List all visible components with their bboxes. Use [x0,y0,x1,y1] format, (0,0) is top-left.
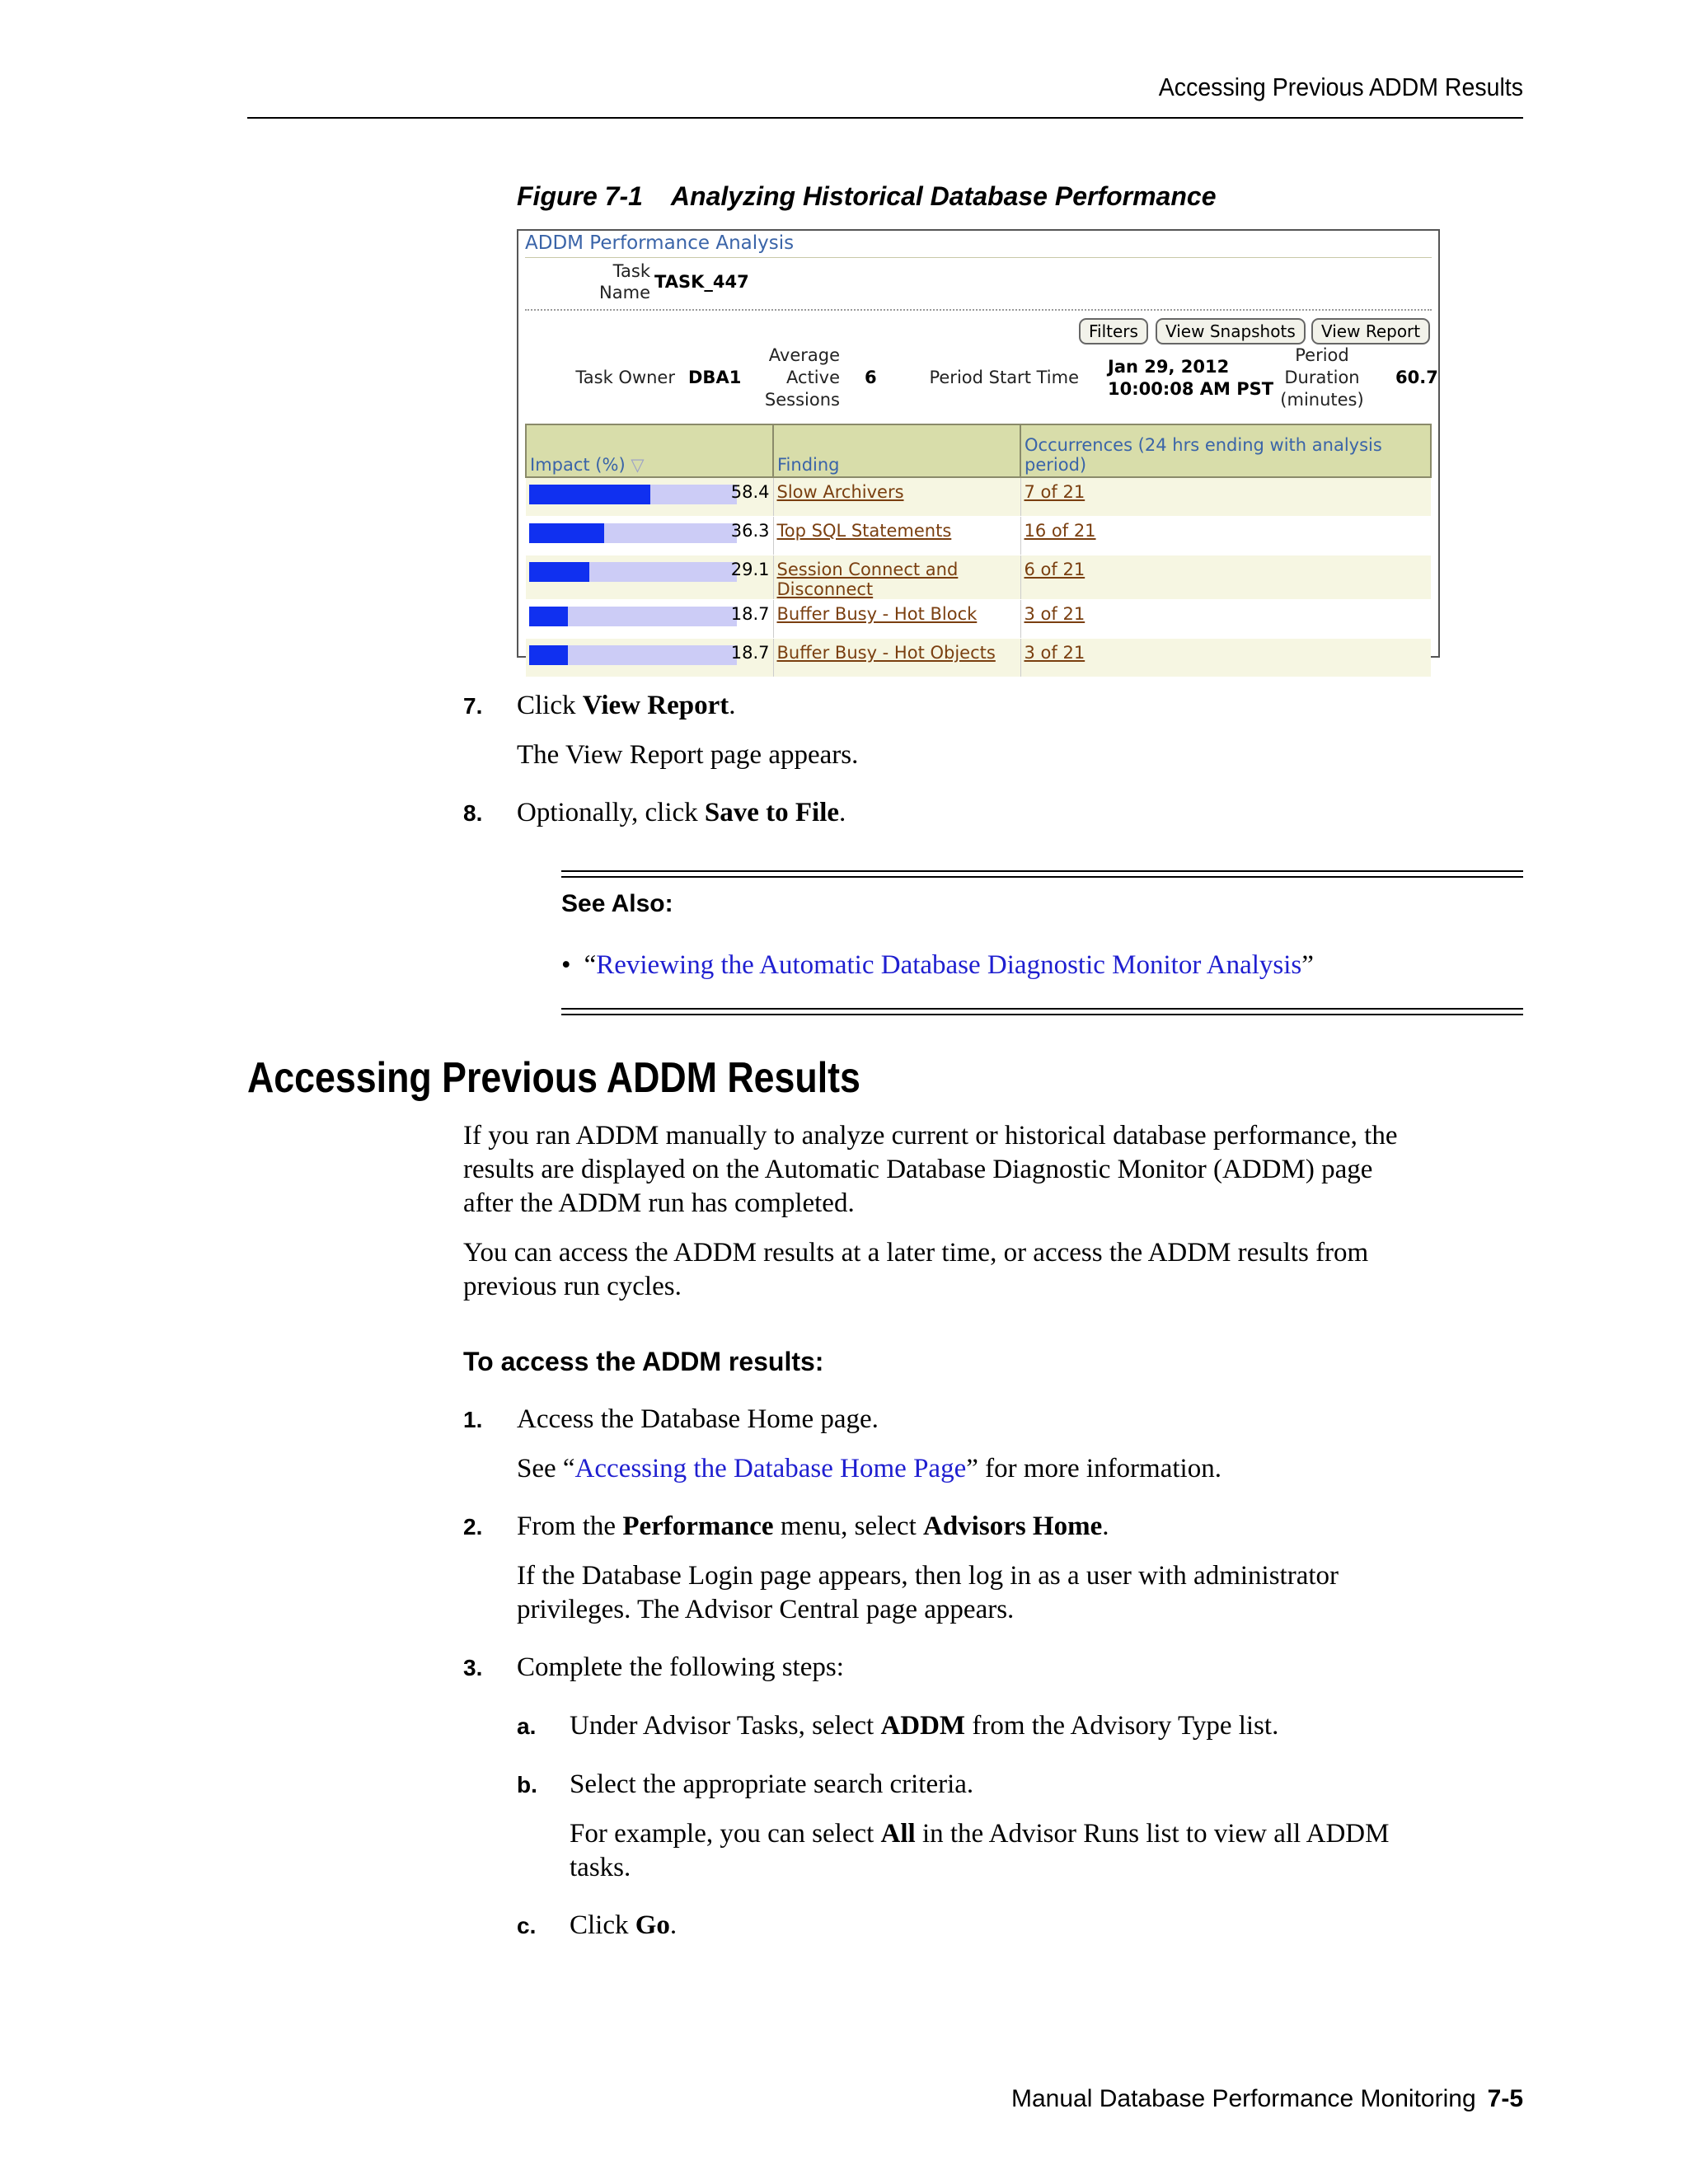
substep-b-letter: b. [517,1772,537,1797]
impact-cell [526,555,773,600]
substep-a-pre: Under Advisor Tasks, select [570,1711,881,1741]
avg-label-line3: Sessions [764,390,840,410]
step-3-number: 3. [463,1655,483,1680]
duration-label-line2: Duration [1284,368,1360,387]
panel-title: ADDM Performance Analysis [525,232,795,254]
occurrences-link[interactable]: 6 of 21 [1020,555,1431,600]
step-2-performance: Performance [622,1511,774,1541]
substep-b-example-post: in the Advisor Runs list to view all ADDM [915,1819,1390,1849]
running-header: Accessing Previous ADDM Results [1158,73,1523,101]
para2-line1: You can access the ADDM results at a later time, or access the ADDM results from [463,1238,1369,1268]
sort-descending-icon[interactable]: ▽ [631,455,645,475]
task-name-label [568,260,650,303]
impact-value: 18.7 [730,604,770,624]
occurrences-link[interactable]: 3 of 21 [1020,639,1431,677]
impact-bar-track [529,607,737,626]
step-8-pre: Optionally, click [517,798,705,827]
period-start-date: Jan 29, 2012 [1108,357,1230,377]
duration-label-line3: (minutes) [1280,390,1364,410]
step-1-see [517,1452,1221,1486]
substep-b-example-line2: tasks. [570,1853,631,1882]
impact-bar-fill [529,523,604,543]
substep-b-example-pre: For example, you can select [570,1819,881,1849]
impact-cell [526,517,773,555]
step-2-mid: menu, select [773,1511,923,1541]
table-row [526,639,1431,677]
findings-body [526,477,1431,677]
impact-bar-track [529,485,737,504]
step-1-see-post: ” for more information. [966,1454,1221,1483]
finding-link[interactable]: Buffer Busy - Hot Block [773,600,1020,639]
substep-c-pre: Click [570,1910,635,1940]
period-duration-label [1277,344,1367,411]
impact-cell [526,477,773,517]
addm-screenshot-panel [517,229,1440,663]
avg-label-line2: Active [786,368,840,387]
procedure-title: To access the ADDM results: [463,1347,824,1376]
finding-link[interactable]: Slow Archivers [773,477,1020,517]
step-7-number: 7. [463,693,483,719]
open-quote: “ [584,950,597,980]
step-2-note [517,1559,1339,1627]
impact-bar-fill [529,645,568,665]
duration-label-line1: Period [1295,345,1349,365]
impact-value: 18.7 [730,643,770,663]
step-7-pre: Click [517,691,583,720]
step-8-number: 8. [463,800,483,826]
impact-value: 29.1 [730,560,770,579]
occurrences-link[interactable]: 7 of 21 [1020,477,1431,517]
step-2-post: . [1102,1511,1109,1541]
impact-bar-track [529,645,737,665]
substep-b-text: Select the appropriate search criteria. [570,1769,974,1799]
task-owner-value: DBA1 [688,368,742,387]
figure-number: Figure 7-1 [517,181,643,211]
page-number: 7-5 [1487,2085,1523,2112]
see-also-top-rule [561,870,1523,878]
para1-line3: after the ADDM run has completed. [463,1188,855,1218]
step-7-result: The View Report page appears. [517,740,859,770]
step-7-bold: View Report [582,691,729,720]
step-2-note-line1: If the Database Login page appears, then log in as a user with administrator [517,1561,1339,1591]
table-row [526,517,1431,555]
occurrences-link[interactable]: 16 of 21 [1020,517,1431,555]
task-name-label-line1: Task [612,261,650,281]
table-row [526,600,1431,639]
panel-title-rule [525,257,1432,258]
task-owner-label: Task Owner [575,368,675,387]
substep-c-post: . [669,1910,678,1940]
step-2-advisors-home: Advisors Home [923,1511,1103,1541]
impact-column-header[interactable] [526,424,773,477]
impact-value: 36.3 [730,521,770,541]
impact-header-label: Impact (%) [530,455,626,475]
impact-bar-fill [529,485,650,504]
step-8-text [517,796,846,830]
substep-a-post: from the Advisory Type list. [965,1711,1279,1741]
step-1-text: Access the Database Home page. [517,1404,879,1434]
task-name-label-line2: Name [599,283,650,302]
dotted-separator [525,309,1432,311]
impact-bar-track [529,523,737,543]
period-start-label: Period Start Time [929,368,1079,387]
view-report-button[interactable]: View Report [1311,318,1430,344]
close-quote: ” [1301,950,1314,980]
step-1-see-pre: See “ [517,1454,575,1483]
avg-active-sessions-label [749,344,840,411]
impact-bar-fill [529,562,589,582]
finding-column-header: Finding [773,424,1020,477]
step-2-pre: From the [517,1511,623,1541]
reviewing-addm-analysis-link[interactable]: Reviewing the Automatic Database Diagnostic Monitor Analysis [596,950,1302,980]
occurrences-link[interactable]: 3 of 21 [1020,600,1431,639]
impact-bar-fill [529,607,568,626]
footer-title: Manual Database Performance Monitoring [1011,2085,1476,2112]
impact-cell [526,600,773,639]
step-8-post: . [839,798,846,827]
see-also-title: See Also: [561,890,673,917]
table-row [526,477,1431,517]
para1-line1: If you ran ADDM manually to analyze current or historical database performance, the [463,1121,1398,1151]
period-start-value [1108,356,1273,401]
substep-b-example [570,1817,1389,1885]
database-home-page-link[interactable]: Accessing the Database Home Page [574,1454,967,1483]
see-also-bottom-rule [561,1008,1523,1015]
substep-c-bold: Go [635,1910,670,1940]
finding-link[interactable]: Buffer Busy - Hot Objects [773,639,1020,677]
period-duration-value: 60.7 [1395,368,1438,387]
step-7-post: . [729,691,736,720]
step-2-number: 2. [463,1514,483,1540]
substep-b-example-bold: All [880,1819,916,1849]
task-name-value: TASK_447 [654,272,749,292]
findings-table [525,424,1432,677]
step-8-bold: Save to File [704,798,840,827]
para2-line2: previous run cycles. [463,1272,682,1301]
page-footer [824,2085,1523,2113]
filters-button[interactable]: Filters [1079,318,1148,344]
substep-a-bold: ADDM [880,1711,966,1741]
impact-value: 58.4 [730,482,770,502]
para1-line2: results are displayed on the Automatic Database Diagnostic Monitor (ADDM) page [463,1155,1373,1184]
header-rule [247,117,1523,119]
finding-link[interactable]: Session Connect and Disconnect [773,555,1020,600]
see-also-item [561,949,1314,982]
figure-caption [517,181,1216,212]
bullet: • [561,950,571,980]
view-snapshots-button[interactable]: View Snapshots [1156,318,1306,344]
step-2-text [517,1510,1109,1544]
occurrences-column-header: Occurrences (24 hrs ending with analysis period) [1020,424,1431,477]
period-start-time: 10:00:08 AM PST [1108,379,1274,399]
substep-a-text [570,1709,1278,1743]
step-3-text: Complete the following steps: [517,1652,844,1682]
substep-c-letter: c. [517,1913,537,1938]
section-heading: Accessing Previous ADDM Results [247,1054,860,1102]
step-1-number: 1. [463,1407,483,1432]
step-7-text [517,689,735,723]
intro-paragraph-1 [463,1119,1397,1221]
intro-paragraph-2 [463,1236,1368,1304]
step-2-note-line2: privileges. The Advisor Central page appears. [517,1595,1015,1624]
avg-label-line1: Average [768,345,840,365]
substep-c-text [570,1909,677,1943]
substep-a-letter: a. [517,1713,537,1739]
table-row [526,555,1431,600]
finding-link[interactable]: Top SQL Statements [773,517,1020,555]
impact-cell [526,639,773,677]
avg-active-sessions-value: 6 [865,368,877,387]
impact-bar-track [529,562,737,582]
figure-title: Analyzing Historical Database Performance [670,181,1217,211]
